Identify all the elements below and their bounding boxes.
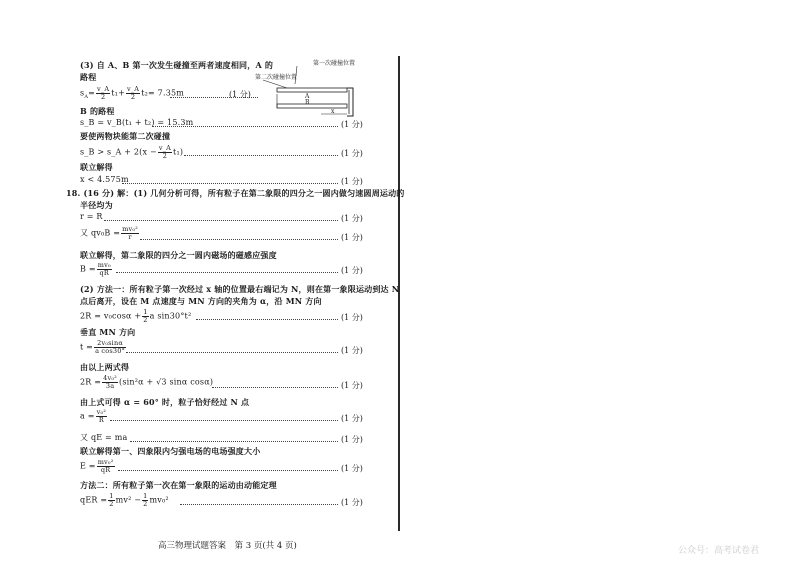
q18-combine: 由以上两式得 [80, 362, 130, 372]
q17-intro: (3) 自 A、B 第一次发生碰撞至两者速度相同，A 的 [80, 60, 274, 70]
score-10: (1 分) [341, 381, 363, 390]
score-5: (1 分) [341, 214, 363, 223]
score-9: (1 分) [341, 346, 363, 355]
q18-solve-intro: 联立解得，第二象限的四分之一圆内磁场的磁感应强度 [80, 250, 277, 260]
watermark: 公众号：高考试卷君 [678, 546, 760, 556]
q18-solve-2: 联立解得第一、四象限内匀强电场的电场强度大小 [80, 446, 261, 456]
eq-qER: qER = $\frac{1}{2}$ mv² − $\frac{1}{2}$ mv₀² [80, 492, 169, 508]
score-11: (1 分) [341, 414, 363, 423]
q17-second-cond: 要使两物块能第二次碰撞 [80, 131, 171, 141]
q17-intro-2: 路程 [80, 72, 97, 82]
score-3: (1 分) [341, 149, 363, 158]
score-7: (1 分) [341, 266, 363, 275]
fig-label-second-collision: 第二次碰撞位置 [255, 74, 298, 81]
score-4: (1 分) [341, 177, 363, 186]
eq-qv0B: 又 qv₀B = $\frac{\text{mv₀²}}{r}$ [80, 225, 138, 241]
eq-r: r = R [80, 212, 103, 221]
q17-result: x < 4.575m [80, 175, 129, 184]
fig-label-A: A [305, 93, 310, 100]
eq-ineq: s_B > s_A + 2(x − $\frac{v\_A}{2}$ t₁) [80, 144, 184, 160]
q18-deduce: 由上式可得 α = 60° 时，粒子恰好经过 N 点 [80, 397, 250, 407]
q18-p2-intro-2: 点后离开，设在 M 点速度与 MN 方向的夹角为 α，沿 MN 方向 [80, 296, 322, 306]
eq-sA: $s_A=$ $\frac{v\_A}{2}$ t₁+ $\frac{v\_A}{2}$ t₂= 7.35m [80, 85, 185, 101]
q17-solve: 联立解得 [80, 162, 113, 172]
score-12: (1 分) [341, 435, 363, 444]
fig-label-first-collision: 第一次碰撞位置 [313, 60, 355, 67]
q18-method-2: 方法二：所有粒子第一次在第一象限的运动由动能定理 [80, 480, 277, 490]
eq-B: B = $\frac{\text{mv₀}}{qR}$ [80, 261, 111, 277]
q18-head-2: 半径均为 [80, 200, 113, 210]
score-6: (1 分) [341, 233, 363, 242]
eq-E: E = $\frac{\text{mv₀²}}{qR}$ [80, 458, 114, 474]
eq-sB: s_B = v_B(t₁ + t₂) = 15.3m [80, 118, 194, 127]
fig-label-B: B [305, 99, 310, 106]
fig-label-x: x [331, 108, 335, 115]
q18-head: 18. (16 分) 解：(1) 几何分析可得，所有粒子在第二象限的四分之一圆内做匀速圆周运动的 [66, 188, 405, 198]
q18-p2-intro: (2) 方法一：所有粒子第一次经过 x 轴的位置最右端记为 N，则在第一象限运动到达 N [80, 284, 400, 294]
q18-perp: 垂直 MN 方向 [80, 327, 136, 337]
score-14: (1 分) [341, 498, 363, 507]
eq-qE: 又 qE = ma [80, 433, 128, 442]
score-2: (1 分) [341, 120, 363, 129]
eq-2R: 2R = v₀cosα + $\frac{1}{2}$ a sin30°t² [80, 308, 192, 324]
page-footer: 高三物理试题答案 第 3 页(共 4 页) [158, 541, 297, 551]
eq-2R-2: 2R = $\frac{\text{4v₀²}}{3a}$ (sin²α + √3 sinα cosα) [80, 374, 214, 390]
q17-b-path: B 的路程 [80, 106, 115, 116]
eq-a: a = $\frac{\text{v₀²}}{R}$ [80, 408, 107, 424]
score-8: (1 分) [341, 313, 363, 322]
score-1: (1 分) [229, 90, 251, 99]
score-13: (1 分) [341, 464, 363, 473]
eq-t: t = $\frac{\text{2v₀sinα}}{\text{a cos30°}}$ [80, 339, 126, 355]
